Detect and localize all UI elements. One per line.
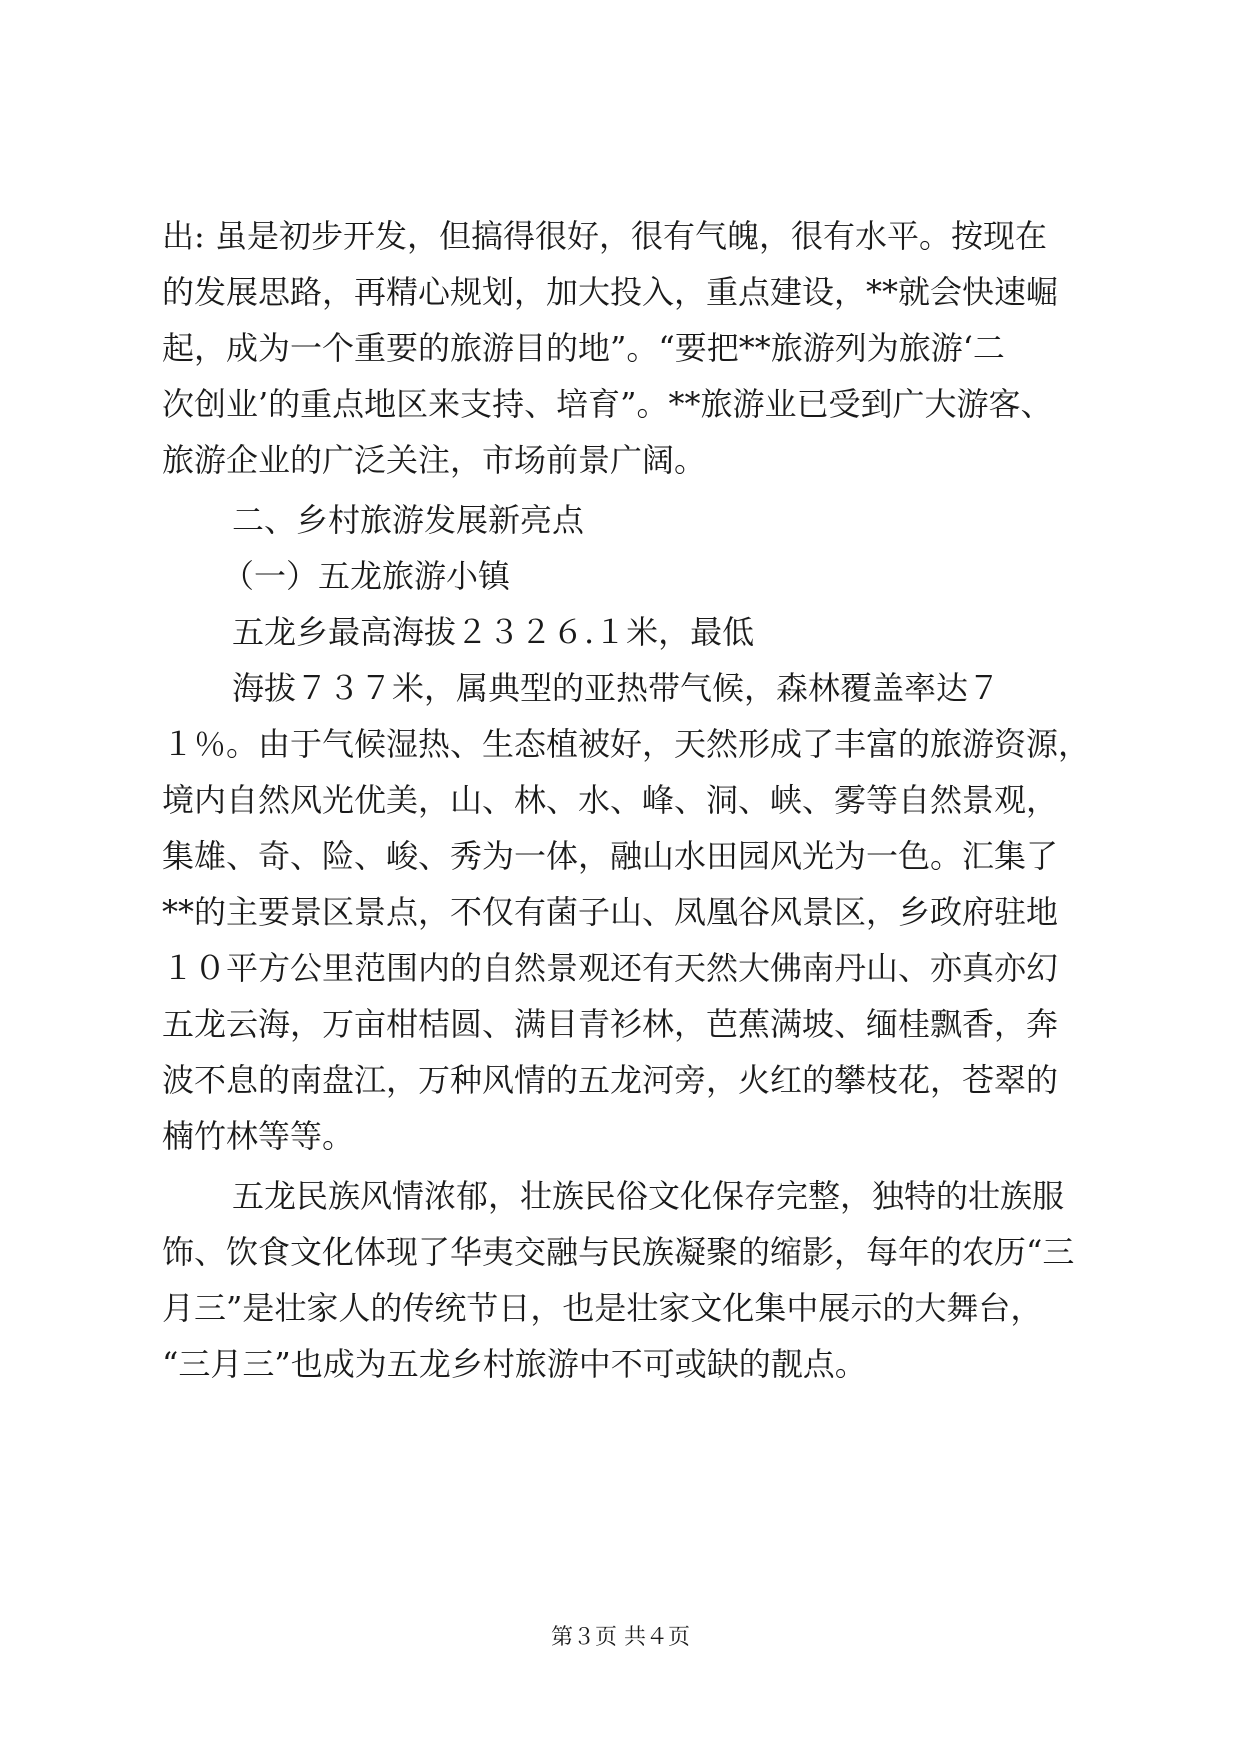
body-line: 出: 虽是初步开发，但搞得很好，很有气魄，很有水平。按现在 [162,217,1047,255]
body-line: 五龙乡最高海拔２３２６.１米，最低 [232,613,755,651]
body-line: 饰、饮食文化体现了华夷交融与民族凝聚的缩影，每年的农历“三 [162,1233,1075,1271]
page-number-footer: 第３页 共４页 [551,1625,690,1650]
body-line: 的发展思路，再精心规划，加大投入，重点建设，**就会快速崛 [162,273,1059,311]
body-line: 集雄、奇、险、峻、秀为一体，融山水田园风光为一色。汇集了 [162,837,1059,875]
body-line: 五龙民族风情浓郁，壮族民俗文化保存完整，独特的壮族服 [232,1177,1065,1215]
body-line: 境内自然风光优美，山、林、水、峰、洞、峡、雾等自然景观， [162,781,1059,819]
body-line: 波不息的南盘江，万种风情的五龙河旁，火红的攀枝花，苍翠的 [162,1061,1059,1099]
body-line: 次创业’的重点地区来支持、培育”。**旅游业已受到广大游客、 [162,385,1053,423]
body-line: 起，成为一个重要的旅游目的地”。“要把**旅游列为旅游‘二 [162,329,1005,367]
body-line: 海拔７３７米，属典型的亚热带气候，森林覆盖率达７ [232,669,1001,707]
body-line: 旅游企业的广泛关注，市场前景广阔。 [162,441,707,479]
body-line: １％。由于气候湿热、生态植被好，天然形成了丰富的旅游资源， [162,725,1091,763]
body-line: **的主要景区景点，不仅有菌子山、凤凰谷风景区，乡政府驻地 [162,893,1059,931]
body-line: 楠竹林等等。 [162,1117,355,1155]
subsection-heading: （一）五龙旅游小镇 [222,557,511,595]
body-line: “三月三”也成为五龙乡村旅游中不可或缺的靓点。 [162,1345,867,1383]
section-heading: 二、乡村旅游发展新亮点 [232,501,585,539]
body-line: 五龙云海，万亩柑桔圆、满目青衫林，芭蕉满坡、缅桂飘香，奔 [162,1005,1059,1043]
body-line: １０平方公里范围内的自然景观还有天然大佛南丹山、亦真亦幻 [162,949,1059,987]
body-line: 月三”是壮家人的传统节日，也是壮家文化集中展示的大舞台， [162,1289,1043,1327]
